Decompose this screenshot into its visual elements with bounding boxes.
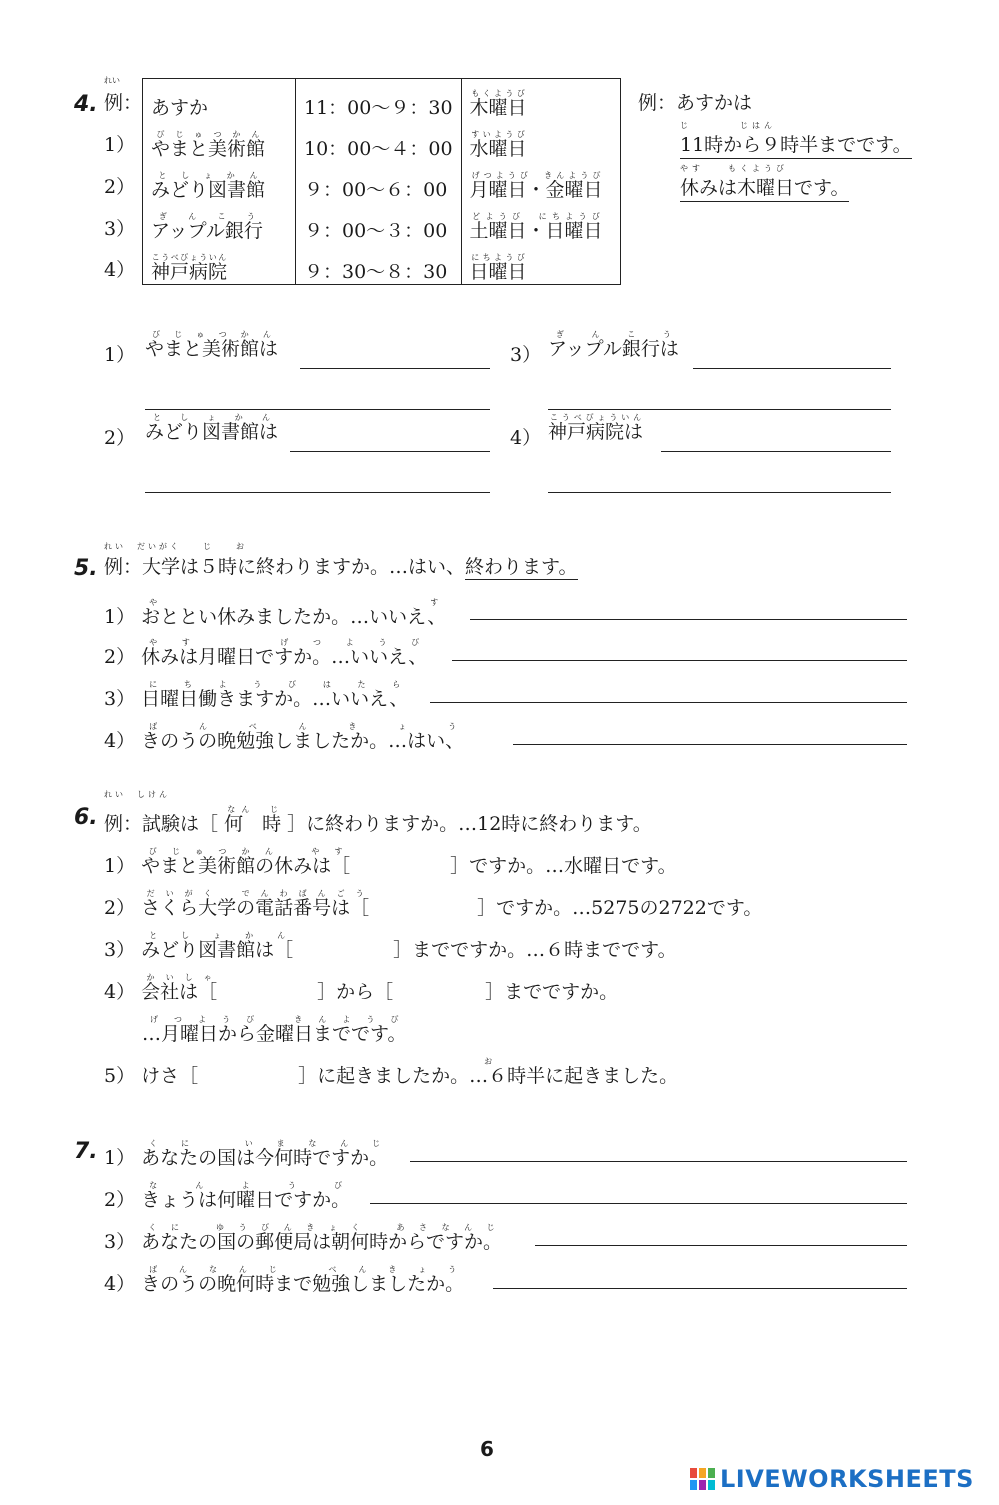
q7-answer-line-2[interactable] <box>370 1203 907 1204</box>
q5-example: 例：大学は５時に終わりますか。…はい、終わります。 <box>104 556 578 578</box>
q6-item-4: 4） 会社は［かいしゃ］から［ ］までですか。 <box>104 973 619 1003</box>
closed-reading: げつようび きんようび <box>469 171 603 180</box>
example-answer-line3: 休みは木曜日です。 <box>680 177 849 202</box>
example-label: 例： <box>104 92 143 114</box>
row-label-1: 1） <box>104 134 136 156</box>
place-cell: 神戸病院 <box>151 261 228 283</box>
row-label-4: 4） <box>104 259 136 281</box>
table-row <box>143 79 621 121</box>
answer-line-2a[interactable] <box>290 451 490 452</box>
q5-answer-line-3[interactable] <box>430 702 907 703</box>
answer-text-2: みどり図書館はとしょかん <box>145 413 279 443</box>
question-7-number: 7. <box>74 1139 98 1164</box>
q6-item-5: 5） けさ［ ］に起きましたか。…６時半に起きました。お <box>104 1057 679 1087</box>
closed-cell: 木曜日 <box>469 97 527 119</box>
schedule-table <box>142 78 621 285</box>
hours-cell: 10：00〜４：00 <box>304 138 453 160</box>
answer-line-1a[interactable] <box>300 368 490 369</box>
answer-line-2b[interactable] <box>145 492 490 493</box>
q6-example: 例：試験は［ 何 時なん じ ］に終わりますか。…12時に終わります。 <box>104 805 652 835</box>
hours-cell: 11：00〜９：30 <box>304 97 453 119</box>
closed-reading: どようび にちようび <box>469 212 603 221</box>
closed-reading: すいようび <box>469 130 527 139</box>
closed-cell: 水曜日 <box>469 138 527 160</box>
place-reading: としょかん <box>151 171 265 180</box>
answer-text-1: やまと美術館はびじゅつかん <box>145 330 279 360</box>
answer-line-3b[interactable] <box>548 409 891 410</box>
example-reading: れい <box>104 76 120 85</box>
place-reading: こうべびょういん <box>151 253 228 262</box>
example-answer-reading2: じ じはん <box>680 121 776 130</box>
hours-cell: ９：00〜６：00 <box>304 179 448 201</box>
q6-item-3: 3） みどり図書館は［としょかん］までですか。…６時までです。 <box>104 931 677 961</box>
question-4-number: 4. <box>74 92 98 117</box>
place-cell: アップル銀行 <box>151 220 263 242</box>
answer-label-2: 2） <box>104 427 136 449</box>
q7-item-4: 4） きのうの晩何時まで勉強しましたか。ばんなんじ べんきょう <box>104 1265 465 1295</box>
q6-item-2: 2） さくら大学の電話番号は［だいがく でんわばんごう］ですか。…5275の2722です。 <box>104 889 763 919</box>
place-cell: みどり図書館 <box>151 179 266 201</box>
q5-example-reading: れい だいがく じ お <box>104 542 247 551</box>
closed-reading: もくようび <box>469 89 527 98</box>
q6-example-reading: れい しけん <box>104 790 170 799</box>
place-cell: やまと美術館 <box>151 138 266 160</box>
answer-label-3: 3） <box>510 344 542 366</box>
closed-cell: 土曜日・日曜日 <box>469 220 603 242</box>
page-number: 6 <box>480 1437 494 1461</box>
place-cell: あすか <box>151 97 209 119</box>
q6-example-fill: 何 時 <box>224 813 282 835</box>
q6-item-4-answer: …月曜日から金曜日までです。げつようび きんようび <box>142 1015 407 1045</box>
q5-item-1: 1） おととい休みましたか。…いいえ、やす <box>104 598 447 628</box>
answer-text-4: 神戸病院はこうべびょういん <box>548 413 644 443</box>
answer-line-4a[interactable] <box>661 451 891 452</box>
answer-line-3a[interactable] <box>693 368 891 369</box>
brand-logo[interactable]: LIVEWORKSHEETS <box>720 1465 974 1493</box>
place-reading: びじゅつかん <box>151 130 266 139</box>
q6-item-1: 1） やまと美術館の休みは［びじゅつかん やす］ですか。…水曜日です。 <box>104 847 677 877</box>
example-answer-line1: 例：あすかは <box>638 92 753 114</box>
table-row <box>143 161 621 202</box>
question-6-number: 6. <box>74 805 98 830</box>
q5-item-3: 3） 日曜日働きますか。…いいえ、にちようびはたら <box>104 680 409 710</box>
liveworksheets-logo-icon <box>690 1468 716 1490</box>
hours-cell: ９：00〜３：00 <box>304 220 448 242</box>
answer-label-1: 1） <box>104 344 136 366</box>
answer-text-3: アップル銀行はぎんこう <box>548 330 679 360</box>
q7-answer-line-4[interactable] <box>493 1288 907 1289</box>
closed-cell: 月曜日・金曜日 <box>469 179 603 201</box>
q5-answer-line-4[interactable] <box>513 744 907 745</box>
hours-cell: ９：30〜８：30 <box>304 261 448 283</box>
row-label-3: 3） <box>104 218 136 240</box>
row-label-2: 2） <box>104 176 136 198</box>
answer-line-4b[interactable] <box>548 492 891 493</box>
closed-reading: にちようび <box>469 253 527 262</box>
q7-answer-line-1[interactable] <box>410 1161 907 1162</box>
place-reading: ぎんこう <box>151 212 263 221</box>
answer-line-1b[interactable] <box>145 409 490 410</box>
table-row <box>143 120 621 161</box>
q7-item-3: 3） あなたの国の郵便局は朝何時からですか。くに ゆうびんきょく あさなんじ <box>104 1223 502 1253</box>
example-answer-line2: 11時から９時半までです。 <box>680 134 912 159</box>
q5-example-answer: 終わります。 <box>465 556 578 578</box>
q5-item-4: 4） きのうの晩勉強しましたか。…はい、ばんべんきょう <box>104 722 465 752</box>
q7-item-1: 1） あなたの国は今何時ですか。くに いまなんじ <box>104 1139 389 1169</box>
q5-item-2: 2） 休みは月曜日ですか。…いいえ、やす げつようび <box>104 638 428 668</box>
question-5-number: 5. <box>74 556 98 581</box>
q7-item-2: 2） きょうは何曜日ですか。なんようび <box>104 1181 351 1211</box>
table-row <box>143 202 621 243</box>
q5-answer-line-2[interactable] <box>452 660 907 661</box>
q5-answer-line-1[interactable] <box>470 619 907 620</box>
q7-answer-line-3[interactable] <box>535 1245 907 1246</box>
closed-cell: 日曜日 <box>469 261 527 283</box>
table-row <box>143 243 621 285</box>
example-answer-reading3: やす もくようび <box>680 164 788 173</box>
answer-label-4: 4） <box>510 427 542 449</box>
